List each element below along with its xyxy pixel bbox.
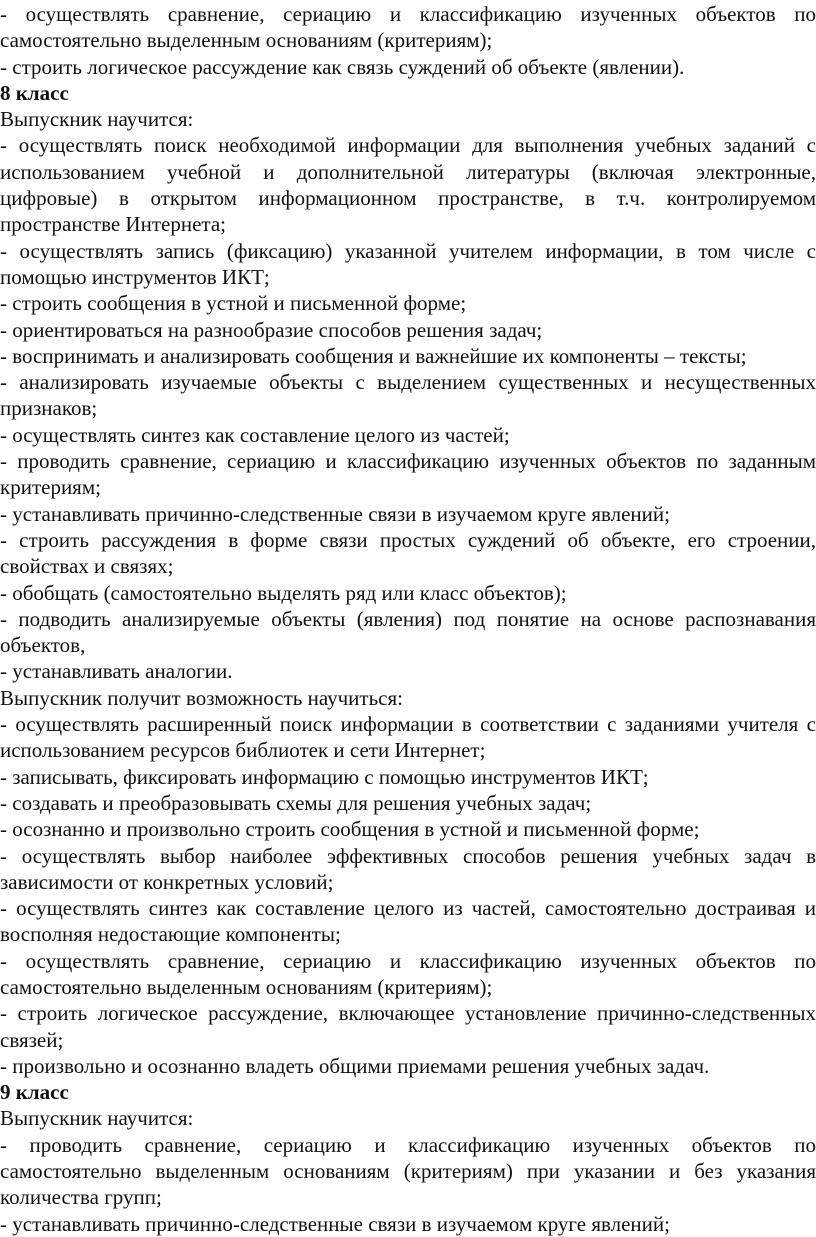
list-item: - создавать и преобразовывать схемы для решения учебных задач; <box>0 790 592 815</box>
list-item: - устанавливать причинно-следственные связи в изучаемом круге явлений; <box>0 501 670 526</box>
section-heading-grade-8: 8 класс <box>0 80 69 105</box>
list-item: - осуществлять сравнение, сериацию и классификацию изученных объектов по самостоятельно выделенным основаниям (критериям); <box>0 2 816 53</box>
list-item: - осуществлять синтез как составление целого из частей; <box>0 422 510 447</box>
section-heading-grade-9: 9 класс <box>0 1080 69 1105</box>
list-item: - строить логическое рассуждение, включающее установление причинно-следственных связей; <box>0 1001 816 1052</box>
list-item: - осуществлять синтез как составление целого из частей, самостоятельно достраивая и восполняя недостающие компоненты; <box>0 896 816 947</box>
list-item: - проводить сравнение, сериацию и классификацию изученных объектов по заданным критериям; <box>0 449 816 500</box>
list-item: - осуществлять запись (фиксацию) указанной учителем информации, в том числе с помощью инструментов ИКТ; <box>0 238 816 289</box>
list-item: - строить сообщения в устной и письменной форме; <box>0 291 467 316</box>
list-item: - проводить сравнение, сериацию и классификацию изученных объектов по самостоятельно выделенным основаниям (критериям) при указании и без указания количества групп; <box>0 1132 816 1210</box>
intro-line: Выпускник научится: <box>0 1106 194 1131</box>
list-item: - осуществлять поиск необходимой информации для выполнения учебных заданий с использованием учебной и дополнительной литературы (включая электронные, цифровые) в открытом информационном пространстве, в т.ч. контролируемом пространстве Интернета; <box>0 133 816 237</box>
intro-line: Выпускник научится: <box>0 107 194 132</box>
list-item: - строить логическое рассуждение как связь суждений об объекте (явлении). <box>0 54 685 79</box>
list-item: - ориентироваться на разнообразие способов решения задач; <box>0 317 543 342</box>
list-item: - подводить анализируемые объекты (явления) под понятие на основе распознавания объектов, <box>0 606 816 658</box>
list-item: - произвольно и осознанно владеть общими приемами решения учебных задач. <box>0 1053 710 1078</box>
list-item: - устанавливать причинно-следственные связи в изучаемом круге явлений; <box>0 1211 670 1236</box>
list-item: - осуществлять выбор наиболее эффективных способов решения учебных задач в зависимости от конкретных условий; <box>0 843 816 894</box>
list-item: - обобщать (самостоятельно выделять ряд или класс объектов); <box>0 580 567 605</box>
list-item: - анализировать изучаемые объекты с выделением существенных и несущественных признаков; <box>0 370 816 421</box>
list-item: - осуществлять сравнение, сериацию и классификацию изученных объектов по самостоятельно выделенным основаниям (критериям); <box>0 948 816 999</box>
list-item: - строить рассуждения в форме связи простых суждений об объекте, его строении, свойствах и связях; <box>0 527 816 579</box>
list-item: - воспринимать и анализировать сообщения и важнейшие их компоненты – тексты; <box>0 343 747 368</box>
document-body <box>0 1 816 1237</box>
intro-line: Выпускник получит возможность научиться: <box>0 685 403 710</box>
list-item: - устанавливать аналогии. <box>0 659 233 684</box>
list-item: - записывать, фиксировать информацию с помощью инструментов ИКТ; <box>0 764 649 789</box>
list-item: - осознанно и произвольно строить сообщения в устной и письменной форме; <box>0 817 700 842</box>
list-item: - осуществлять расширенный поиск информации в соответствии с заданиями учителя с использованием ресурсов библиотек и сети Интернет; <box>0 712 816 763</box>
